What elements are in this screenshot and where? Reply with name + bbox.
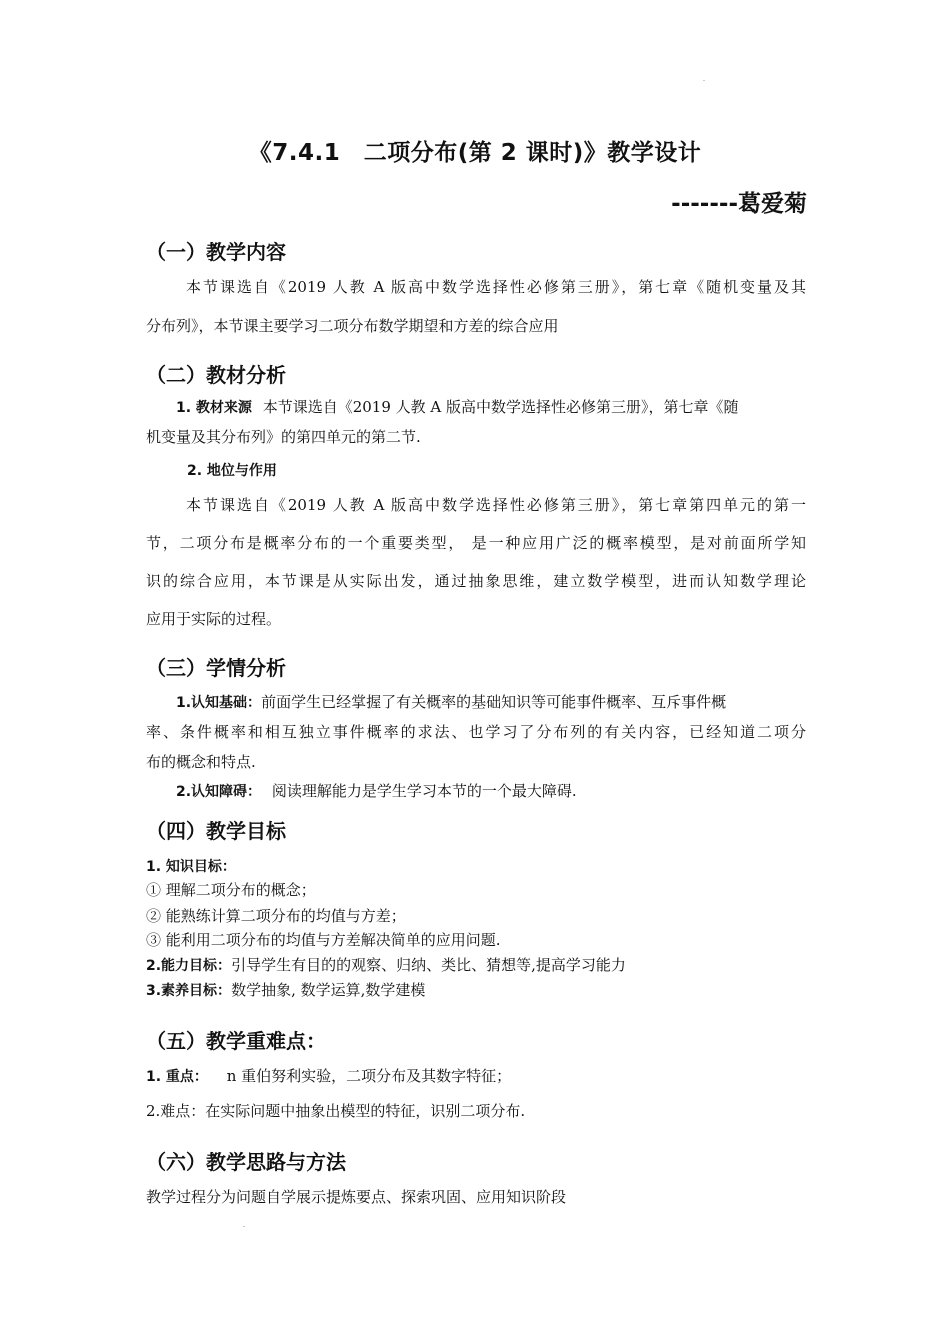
section-2-para-line-4: 应用于实际的过程。: [146, 610, 282, 628]
section-1-para-line-2: 分布列》，本节课主要学习二项分布数学期望和方差的综合应用: [146, 317, 559, 335]
ability-goal-text: 引导学生有目的的观察、归纳、类比、猜想等,提高学习能力: [231, 956, 626, 974]
section-6-heading: （六）教学思路与方法: [146, 1150, 346, 1174]
section-2-para-line-1: 本节课选自《2019 人教 A 版高中数学选择性必修第三册》，第七章第四单元的第一: [186, 496, 806, 514]
section-3-item-1-line-2: 率、条件概率和相互独立事件概率的求法、也学习了分布列的有关内容，已经知道二项分: [146, 723, 806, 741]
section-2-item-2-label: 2. 地位与作用: [187, 463, 277, 479]
page-mark-top: [703, 80, 705, 81]
section-3-item-2: [176, 780, 577, 801]
section-3-item-1-line-3: 布的概念和特点.: [146, 753, 256, 771]
section-1-heading: （一）教学内容: [146, 240, 286, 264]
knowledge-goal-label: 1. 知识目标：: [146, 859, 236, 875]
section-1-para-line-1: 本节课选自《2019 人教 A 版高中数学选择性必修第三册》，第七章《随机变量及其: [186, 278, 806, 296]
section-3-heading: （三）学情分析: [146, 656, 286, 680]
section-2-heading: （二）教材分析: [146, 363, 286, 387]
section-3-item-1: [176, 691, 726, 712]
section-4-heading: （四）教学目标: [146, 819, 286, 843]
section-2-para-line-2: 节，二项分布是概率分布的一个重要类型， 是一种应用广泛的概率模型，是对前面所学知: [146, 534, 806, 552]
key-point-label: 1. 重点：: [146, 1069, 208, 1085]
knowledge-goal-3: ③ 能利用二项分布的均值与方差解决简单的应用问题.: [146, 931, 501, 949]
literacy-goal-label: 3.素养目标：: [146, 983, 232, 999]
difficulty-point: 2.难点：在实际问题中抽象出模型的特征，识别二项分布.: [146, 1102, 526, 1120]
section-2-item-1-text: 本节课选自《2019 人教 A 版高中数学选择性必修第三册》，第七章《随: [262, 398, 739, 416]
section-6-text: 教学过程分为问题自学展示提炼要点、探索巩固、应用知识阶段: [146, 1188, 567, 1206]
section-2-para-line-3: 识的综合应用，本节课是从实际出发，通过抽象思维，建立数学模型，进而认知数学理论: [146, 572, 806, 590]
section-2-item-1-label: 1. 教材来源: [176, 400, 252, 416]
key-point: [146, 1065, 511, 1086]
section-3-item-2-label: 2.认知障碍：: [176, 784, 262, 800]
ability-goal: [146, 954, 626, 975]
ability-goal-label: 2.能力目标：: [146, 958, 232, 974]
knowledge-goal-2: ② 能熟练计算二项分布的均值与方差；: [146, 907, 406, 925]
document-title: 《7.4.1 二项分布(第 2 课时)》教学设计: [248, 140, 702, 166]
page-mark-bottom: [243, 1226, 245, 1227]
section-3-item-1-label: 1.认知基础：: [176, 695, 262, 711]
knowledge-goal-1: ① 理解二项分布的概念；: [146, 881, 316, 899]
literacy-goal: [146, 979, 425, 1000]
document-author: -------葛爱菊: [671, 191, 807, 217]
key-point-text: n 重伯努利实验，二项分布及其数字特征；: [226, 1067, 512, 1085]
section-2-item-1-line-2: 机变量及其分布列》的第四单元的第二节.: [146, 428, 421, 446]
section-3-item-1-text: 前面学生已经掌握了有关概率的基础知识等可能事件概率、互斥事件概: [261, 693, 727, 711]
section-5-heading: （五）教学重难点：: [146, 1029, 326, 1053]
section-3-item-2-text: 阅读理解能力是学生学习本节的一个最大障碍.: [271, 782, 577, 800]
literacy-goal-text: 数学抽象, 数学运算,数学建模: [231, 981, 426, 999]
section-2-item-1: [176, 396, 739, 417]
